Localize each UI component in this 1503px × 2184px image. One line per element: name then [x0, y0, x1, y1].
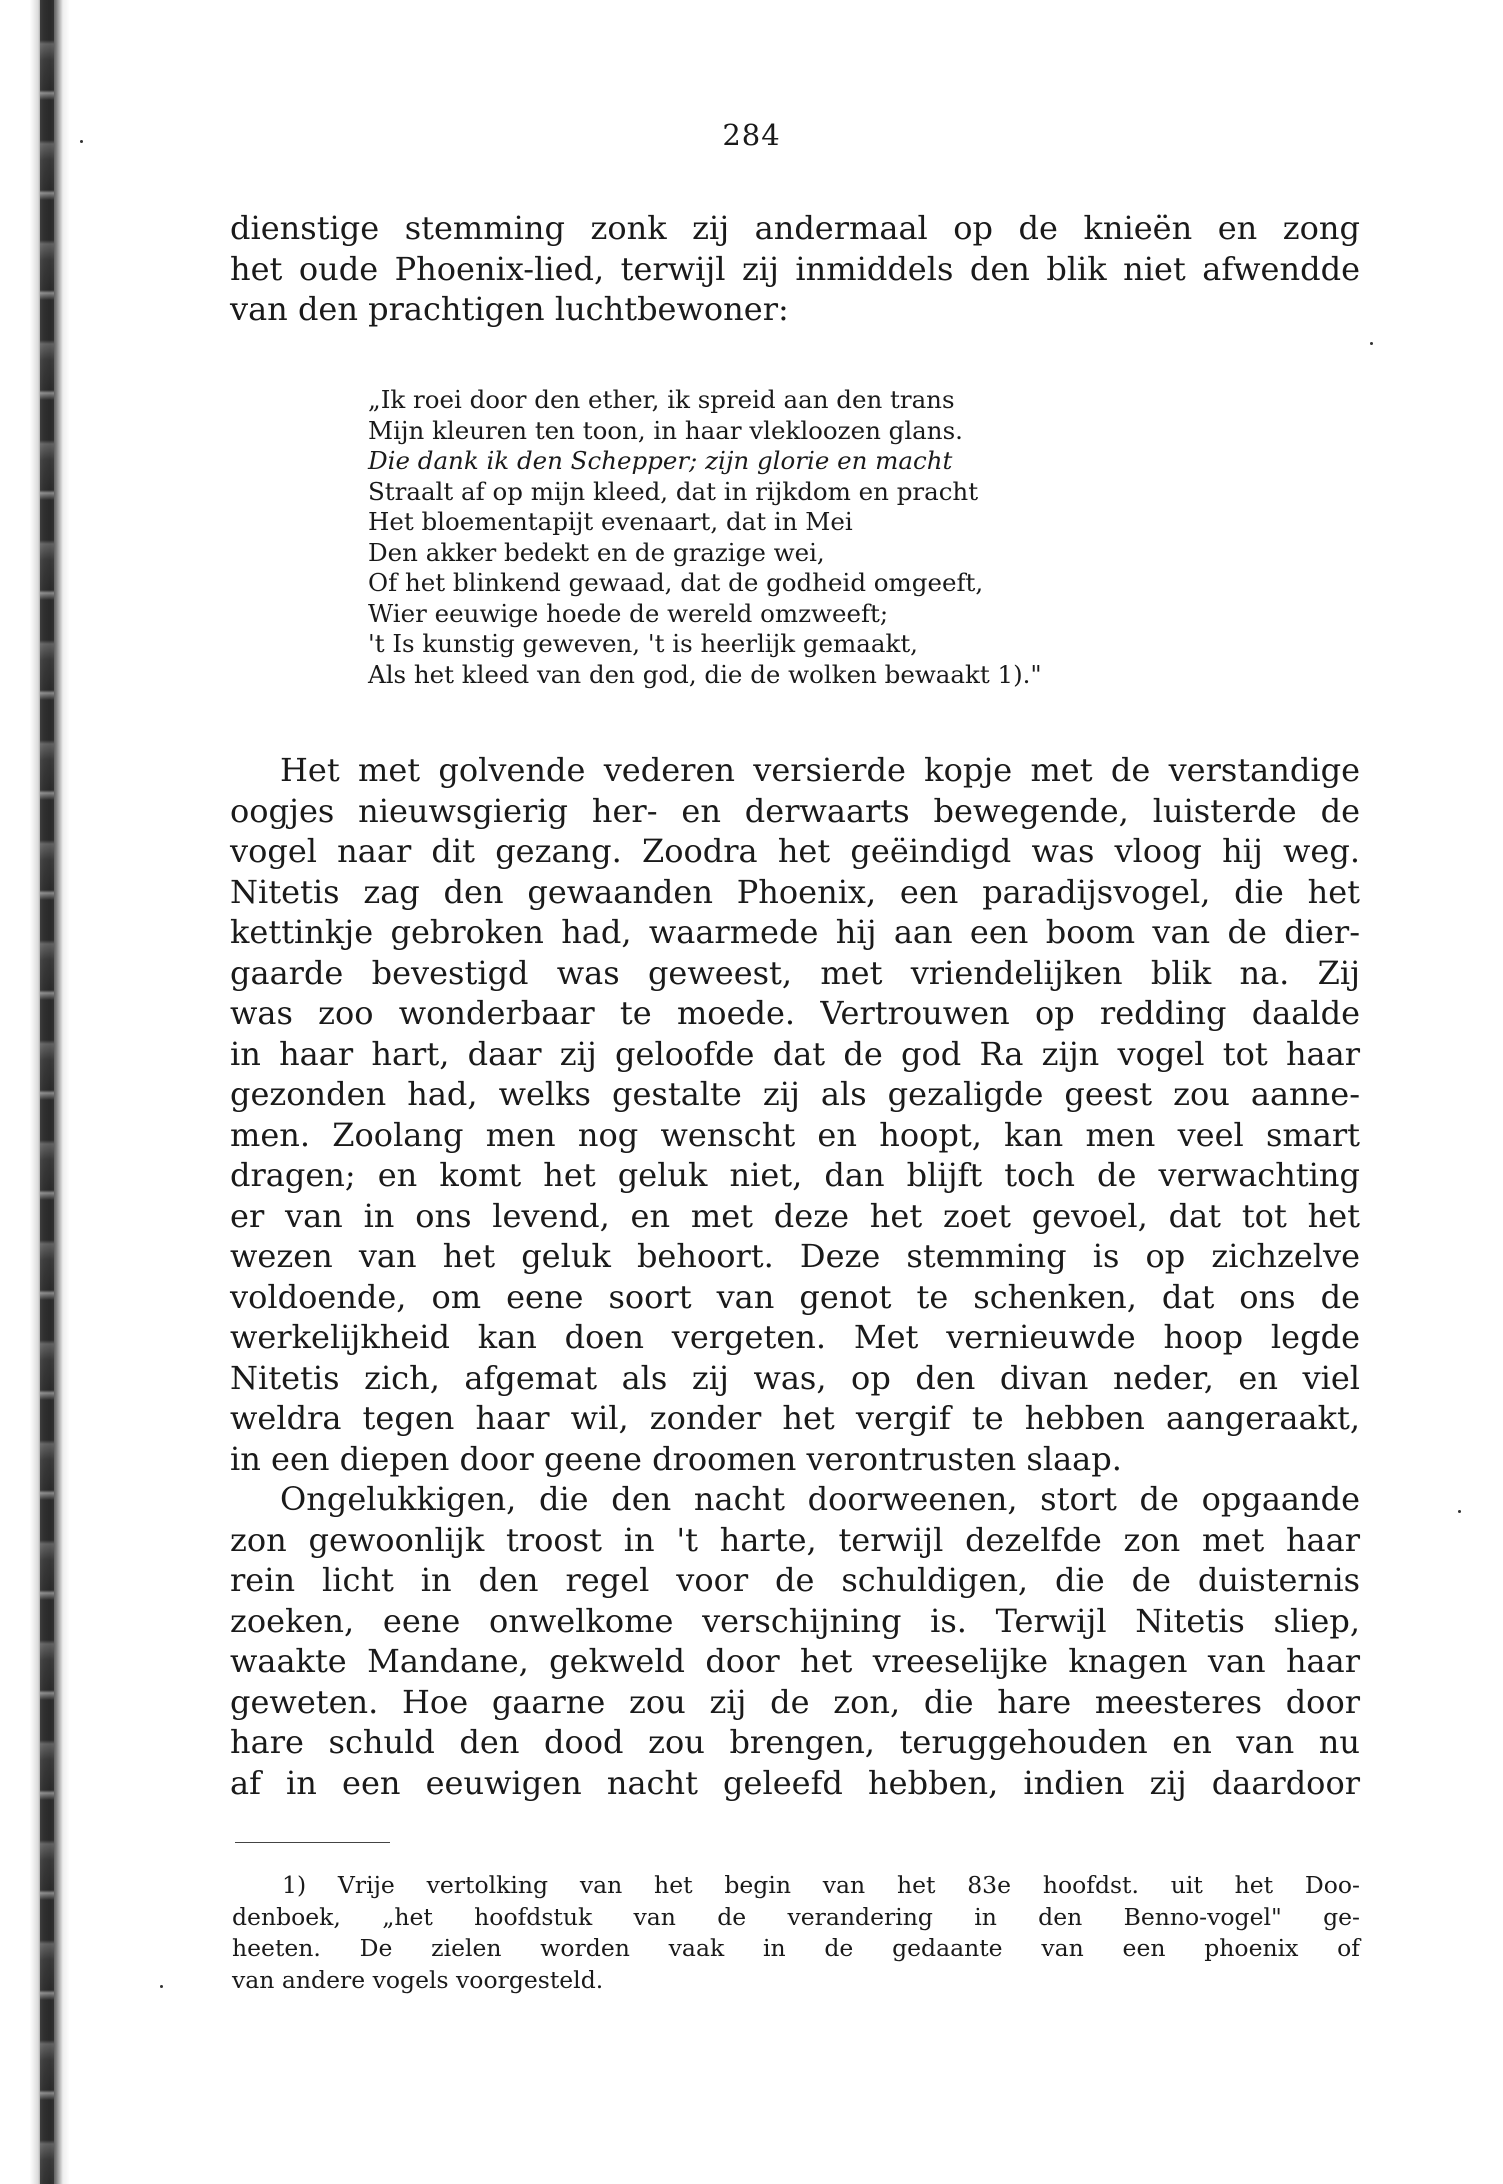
poem-line: Mijn kleuren ten toon, in haar vlekloozen glans. [368, 415, 963, 445]
text-line: gaarde bevestigd was geweest, met vriendelijken blik na. Zij [230, 953, 1360, 992]
text-line: oogjes nieuwsgierig her- en derwaarts bewegende, luisterde de [230, 791, 1360, 830]
text-line: er van in ons levend, en met deze het zoet gevoel, dat tot het [230, 1196, 1360, 1235]
phoenix-poem [368, 385, 1148, 690]
poem-line: Die dank ik den Schepper; zijn glorie en macht [368, 446, 953, 475]
text-line: rein licht in den regel voor de schuldigen, die de duisternis [230, 1561, 1360, 1599]
poem-line: 't Is kunstig geweven, 't is heerlijk gemaakt, [368, 629, 918, 658]
text-line: waakte Mandane, gekweld door het vreeselijke knagen van haar [230, 1642, 1360, 1680]
text-line: het oude Phoenix-lied, terwijl zij inmiddels den blik niet afwendde [230, 249, 1360, 288]
text-line: geweten. Hoe gaarne zou zij de zon, die hare meesteres door [230, 1682, 1360, 1721]
text-line: weldra tegen haar wil, zonder het vergif te hebben aangeraakt, [230, 1399, 1360, 1437]
text-line: Het met golvende vederen versierde kopje met de verstandige [280, 751, 1360, 789]
page-number: 284 [722, 118, 781, 152]
text-line: Nitetis zag den gewaanden Phoenix, een paradijsvogel, die het [230, 872, 1360, 911]
scan-speck [160, 1985, 163, 1988]
poem-line: Den akker bedekt en de grazige wei, [368, 537, 825, 567]
text-line: in een diepen door geene droomen verontrusten slaap. [230, 1439, 1122, 1478]
binding-shadow [40, 0, 54, 2184]
poem-line: Wier eeuwige hoede de wereld omzweeft; [368, 598, 889, 628]
text-line: voldoende, om eene soort van genot te schenken, dat ons de [230, 1277, 1360, 1316]
text-line: af in een eeuwigen nacht geleefd hebben, indien zij daardoor [230, 1763, 1360, 1802]
poem-line: „Ik roei door den ether, ik spreid aan den trans [368, 385, 955, 414]
text-line: in haar hart, daar zij geloofde dat de god Ra zijn vogel tot haar [230, 1034, 1360, 1073]
footnote-line: heeten. De zielen worden vaak in de gedaante van een phoenix of [232, 1934, 1360, 1962]
text-line: hare schuld den dood zou brengen, teruggehouden en van nu [230, 1723, 1360, 1761]
poem-line: Als het kleed van den god, die de wolken bewaakt 1)." [368, 659, 1042, 689]
text-line: men. Zoolang men nog wenscht en hoopt, kan men veel smart [230, 1115, 1360, 1154]
text-line: werkelijkheid kan doen vergeten. Met vernieuwde hoop legde [230, 1318, 1360, 1356]
text-line: gezonden had, welks gestalte zij als gezaligde geest zou aanne- [230, 1075, 1360, 1113]
poem-line: Het bloementapijt evenaart, dat in Mei [368, 507, 853, 536]
footnote [232, 1870, 1360, 1996]
footnote-line: denboek, „het hoofdstuk van de verandering in den Benno-vogel" ge- [232, 1902, 1360, 1931]
text-line: vogel naar dit gezang. Zoodra het geëindigd was vloog hij weg. [230, 832, 1360, 870]
text-line: Nitetis zich, afgemat als zij was, op den divan neder, en viel [230, 1358, 1360, 1397]
body-text [230, 750, 1360, 1803]
text-line: was zoo wonderbaar te moede. Vertrouwen op redding daalde [230, 994, 1360, 1032]
text-line: Ongelukkigen, die den nacht doorweenen, stort de opgaande [280, 1480, 1360, 1518]
scan-speck [80, 140, 83, 143]
poem-line: Of het blinkend gewaad, dat de godheid omgeeft, [368, 568, 984, 597]
scan-speck [1458, 1510, 1461, 1513]
intro-paragraph [230, 208, 1360, 330]
text-line: kettinkje gebroken had, waarmede hij aan een boom van de dier- [230, 913, 1360, 951]
page-binding-edge [0, 0, 70, 2184]
scan-speck [1370, 342, 1373, 345]
text-line: zon gewoonlijk troost in 't harte, terwijl dezelfde zon met haar [230, 1520, 1360, 1559]
footnote-divider [235, 1842, 390, 1843]
text-line: van den prachtigen luchtbewoner: [230, 290, 789, 328]
footnote-line: van andere vogels voorgesteld. [232, 1965, 604, 1994]
footnote-line: 1) Vrije vertolking van het begin van het 83e hoofdst. uit het Doo- [282, 1871, 1360, 1899]
text-line: wezen van het geluk behoort. Deze stemming is op zichzelve [230, 1237, 1360, 1275]
text-line: dragen; en komt het geluk niet, dan blijft toch de verwachting [230, 1156, 1360, 1194]
poem-line: Straalt af op mijn kleed, dat in rijkdom en pracht [368, 476, 979, 506]
text-line: zoeken, eene onwelkome verschijning is. Terwijl Nitetis sliep, [230, 1601, 1360, 1640]
text-line: dienstige stemming zonk zij andermaal op de knieën en zong [230, 209, 1360, 247]
